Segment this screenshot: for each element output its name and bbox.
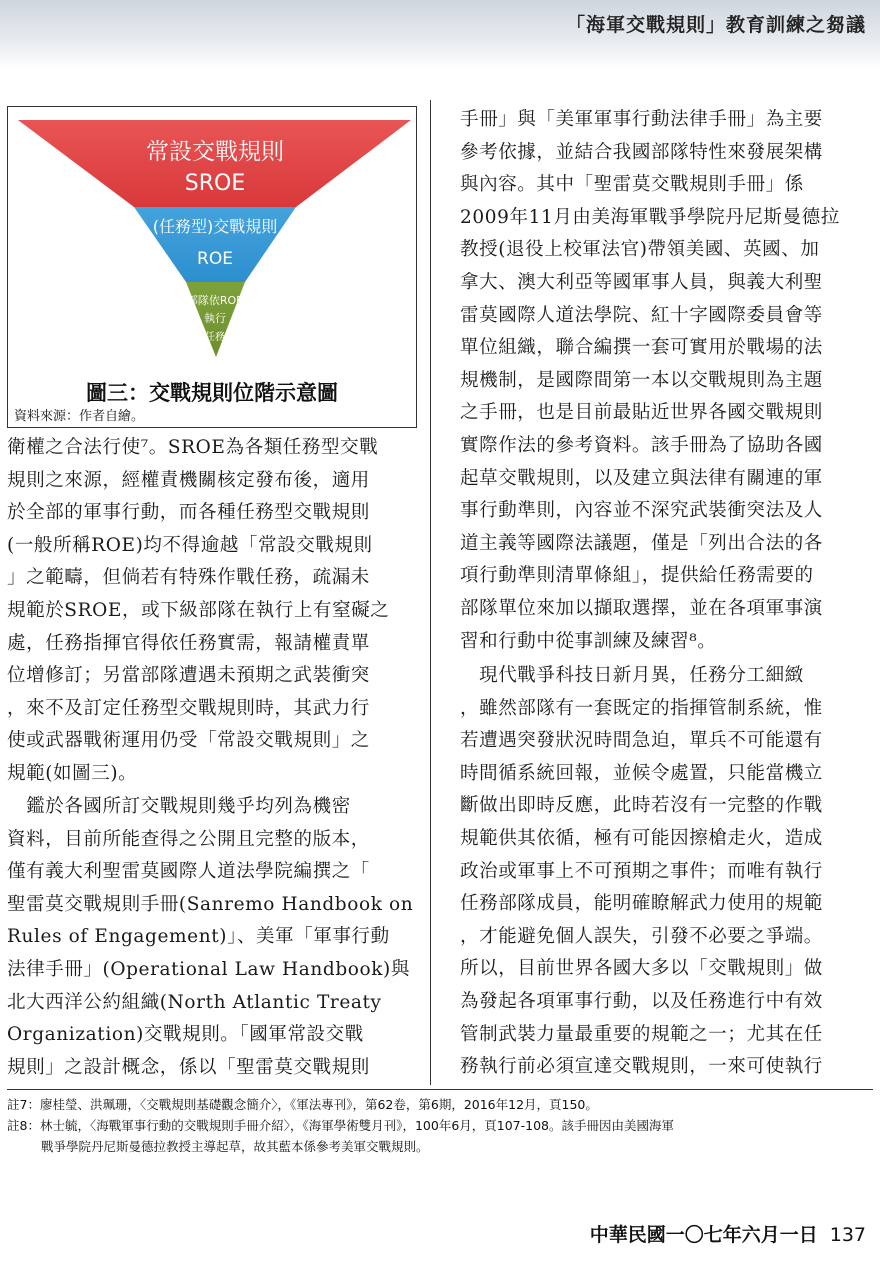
tier-unit-label-1: 部隊依ROE	[186, 294, 244, 307]
tier-roe-label: (任務型)交戰規則	[152, 217, 278, 236]
page-number: 137	[829, 1224, 866, 1246]
text-line: 規則之來源，經權責機關核定發布後，適用	[7, 469, 370, 491]
text-line: 衛權之合法行使⁷。SROE為各類任務型交戰	[7, 437, 379, 458]
text-line: 部隊單位來加以擷取選擇，並在各項軍事演	[460, 597, 823, 619]
tier-sroe-abbr: SROE	[184, 171, 246, 196]
text-line: 現代戰爭科技日新月異，任務分工細緻	[460, 665, 804, 686]
text-line: ，雖然部隊有一套既定的指揮管制系統，惟	[460, 697, 823, 719]
text-line: 僅有義大利聖雷莫國際人道法學院編撰之「	[7, 861, 370, 883]
issue-date: 中華民國一〇七年六月一日	[589, 1224, 818, 1246]
footnote-8-continued: 戰爭學院丹尼斯曼德拉教授主導起草，故其藍本係參考美軍交戰規則。	[41, 1139, 429, 1154]
text-line: 資料，目前所能查得之公開且完整的版本，	[7, 828, 370, 850]
left-paragraph-2	[7, 791, 423, 1084]
text-line: 」之範疇，但倘若有特殊作戰任務，疏漏未	[7, 567, 370, 589]
text-line: 管制武裝力量最重要的規範之一；尤其在任	[460, 1023, 823, 1045]
text-line: 政治或軍事上不可預期之事件；而唯有執行	[460, 860, 823, 882]
text-line: 規範供其依循，極有可能因擦槍走火，造成	[460, 827, 823, 849]
hierarchy-triangle-diagram	[8, 107, 416, 375]
text-line: 使或武器戰術運用仍受「常設交戰規則」之	[7, 730, 370, 752]
text-line: 實際作法的參考資料。該手冊為了協助各國	[460, 434, 823, 456]
text-line: 拿大、澳大利亞等國軍事人員，與義大利聖	[460, 271, 823, 293]
text-line: 於全部的軍事行動，而各種任務型交戰規則	[7, 502, 370, 524]
text-line: 事行動準則，內容並不深究武裝衝突法及人	[460, 500, 823, 522]
tier-unit-label-3: 任務	[205, 332, 225, 343]
page-footer	[590, 1220, 866, 1247]
text-line: ，來不及訂定任務型交戰規則時，其武力行	[7, 697, 370, 719]
text-line: 法律手冊」(Operational Law Handbook)與	[7, 958, 410, 980]
text-line: 項行動準則清單條組」，提供給任務需要的	[460, 565, 814, 587]
text-line: 手冊」與「美軍軍事行動法律手冊」為主要	[460, 109, 823, 130]
tier-unit-label-2: 執行	[204, 312, 226, 325]
text-line: 位增修訂；另當部隊遭遇未預期之武裝衝突	[7, 665, 370, 687]
text-line: 北大西洋公約組織(North Atlantic Treaty	[7, 991, 382, 1013]
figure-three	[7, 106, 417, 428]
text-line: 與內容。其中「聖雷莫交戰規則手冊」係	[460, 174, 804, 196]
text-line: Organization)交戰規則。「國軍常設交戰	[7, 1024, 364, 1046]
text-line: 若遭遇突發狀況時間急迫，單兵不可能還有	[460, 730, 823, 752]
footnote-rule	[7, 1089, 873, 1090]
text-line: 雷莫國際人道法學院、紅十字國際委員會等	[460, 304, 823, 326]
text-line: 所以，目前世界各國大多以「交戰規則」做	[460, 958, 823, 980]
figure-caption: 圖三：交戰規則位階示意圖	[86, 380, 338, 405]
text-line: 規範於SROE，或下級部隊在執行上有窒礙之	[7, 599, 390, 621]
text-line: 規則」之設計概念，係以「聖雷莫交戰規則	[7, 1056, 370, 1078]
text-line: ，才能避免個人誤失，引發不必要之爭端。	[460, 925, 823, 947]
text-line: Rules of Engagement)」、美軍「軍事行動	[7, 926, 390, 948]
right-paragraph-2	[460, 660, 872, 1084]
text-line: 起草交戰規則，以及建立與法律有關連的軍	[460, 467, 823, 489]
footnote-7: 註7：廖桂瑩、洪珮珊，〈交戰規則基礎觀念簡介〉，《軍法專刊》，第62卷，第6期，2016年12月，頁150。	[7, 1097, 598, 1112]
text-line: 規範(如圖三)。	[7, 762, 138, 784]
text-line: 處，任務指揮官得依任務實需，報請權責單	[7, 632, 370, 654]
text-line: 任務部隊成員，能明確瞭解武力使用的規範	[460, 893, 823, 915]
text-line: 單位組織，聯合編撰一套可實用於戰場的法	[460, 337, 823, 359]
figure-source: 資料來源：作者自繪。	[14, 409, 145, 424]
text-line: (一般所稱ROE)均不得逾越「常設交戰規則	[7, 534, 373, 556]
right-paragraph-1	[460, 104, 872, 658]
column-divider	[430, 100, 431, 1085]
left-paragraph-1	[7, 432, 423, 791]
text-line: 參考依據，並結合我國部隊特性來發展架構	[460, 141, 823, 163]
text-line: 道主義等國際法議題，僅是「列出合法的各	[460, 532, 823, 554]
footnote-8: 註8：林士毓，〈海戰軍事行動的交戰規則手冊介紹〉，《海軍學術雙月刊》，100年6月，頁107-108。該手冊因由美國海軍	[7, 1118, 674, 1133]
text-line: 務執行前必須宣達交戰規則，一來可使執行	[460, 1056, 823, 1078]
text-line: 教授(退役上校軍法官)帶領美國、英國、加	[460, 239, 820, 261]
text-line: 鑑於各國所訂交戰規則幾乎均列為機密	[7, 796, 351, 817]
text-line: 2009年11月由美海軍戰爭學院丹尼斯曼德拉	[460, 206, 840, 228]
text-line: 之手冊，也是目前最貼近世界各國交戰規則	[460, 402, 823, 424]
text-line: 習和行動中從事訓練及練習⁸。	[460, 630, 717, 652]
text-line: 規機制，是國際間第一本以交戰規則為主題	[460, 369, 823, 391]
tier-sroe-label: 常設交戰規則	[146, 139, 284, 165]
text-line: 為發起各項軍事行動，以及任務進行中有效	[460, 990, 823, 1012]
running-title: 「海軍交戰規則」教育訓練之芻議	[565, 14, 866, 36]
footnotes	[7, 1094, 873, 1157]
text-line: 斷做出即時反應，此時若沒有一完整的作戰	[460, 795, 823, 817]
text-line: 時間循系統回報，並候令處置，只能當機立	[460, 762, 823, 784]
tier-roe-abbr: ROE	[197, 249, 233, 269]
text-line: 聖雷莫交戰規則手冊(Sanremo Handbook on	[7, 893, 414, 915]
